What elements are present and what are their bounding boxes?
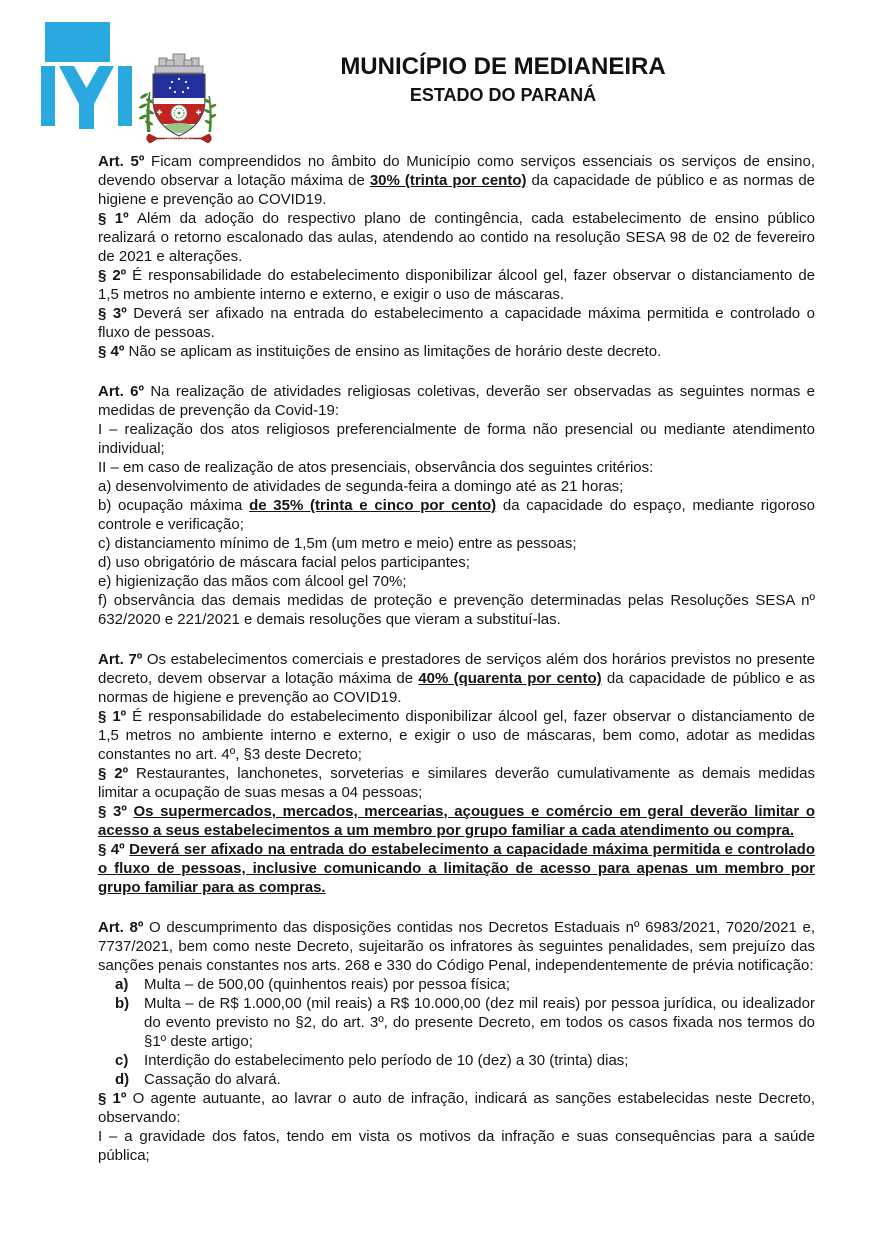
article-block [98, 918, 815, 1165]
paragraph [98, 152, 815, 209]
text-run: Deverá ser afixado na entrada do estabelecimento a capacidade máxima permitida e controlado o fluxo de pessoas. [98, 305, 815, 341]
text-run: e) higienização das mãos com álcool gel 70%; [98, 573, 407, 590]
paragraph [98, 918, 815, 975]
text-run: 30% (trinta por cento) [369, 172, 527, 189]
text-run: c) distanciamento mínimo de 1,5m (um metro e meio) entre as pessoas; [98, 535, 577, 552]
text-run: Não se aplicam as instituições de ensino as limitações de horário deste decreto. [128, 343, 662, 360]
text-run: É responsabilidade do estabelecimento disponibilizar álcool gel, fazer observar o distanciamento de 1,5 metros no ambiente interno e externo, e exigir o uso de máscaras, bem como, adotar as medidas constantes no art. 4º, §3 deste Decreto; [98, 708, 815, 763]
paragraph [98, 477, 815, 496]
text-run: I – realização dos atos religiosos preferencialmente de forma não presencial ou mediante atendimento individual; [98, 421, 815, 457]
text-run: I – a gravidade dos fatos, tendo em vista os motivos da infração e suas consequências para a saúde pública; [98, 1128, 815, 1164]
text-run: II – em caso de realização de atos presenciais, observância dos seguintes critérios: [98, 459, 654, 476]
text-run: d) uso obrigatório de máscara facial pelos participantes; [98, 554, 470, 571]
text-run: de 35% (trinta e cinco por cento) [249, 497, 497, 514]
text-run: § 3º [98, 803, 134, 820]
paragraph [98, 707, 815, 764]
article-block [98, 152, 815, 361]
article-block [98, 650, 815, 897]
municipality-name: MUNICÍPIO DE MEDIANEIRA [340, 53, 666, 80]
list-item [98, 1051, 815, 1070]
list-item [98, 1070, 815, 1089]
text-run: Interdição do estabelecimento pelo período de 10 (dez) a 30 (trinta) dias; [144, 1052, 629, 1069]
paragraph [98, 382, 815, 420]
text-run: 40% (quarenta por cento) [418, 670, 602, 687]
text-run: O agente autuante, ao lavrar o auto de infração, indicará as sanções estabelecidas neste Decreto, observando: [98, 1090, 815, 1126]
paragraph [98, 304, 815, 342]
text-run: da capacidade de público e as normas de higiene e prevenção ao COVID19. [98, 670, 816, 706]
text-run: Deverá ser afixado na entrada do estabelecimento a capacidade máxima permitida e controlado o fluxo de pessoas, inclusive comunicando a limitação de acesso para apenas um membro por grupo familiar para as compras. [98, 841, 816, 896]
text-run: b) ocupação máxima [98, 497, 250, 514]
text-run: Art. 5º [98, 153, 152, 170]
text-run: da capacidade do espaço, mediante rigoroso controle e verificação; [98, 497, 815, 533]
text-run: § 1º [98, 210, 137, 227]
text-run: O descumprimento das disposições contidas nos Decretos Estaduais nº 6983/2021, 7020/2021 e, 7737/2021, bem como neste Decreto, sujeitarão os infratores às seguintes penalidades, sem prejuízo das sanções penais constantes nos arts. 268 e 330 do Código Penal, independentemente de prévia notificação: [98, 919, 815, 974]
state-name: ESTADO DO PARANÁ [409, 85, 597, 105]
text-run: Além da adoção do respectivo plano de contingência, cada estabelecimento de ensino público realizará o retorno escalonado das aulas, atendendo ao contido na resolução SESA 98 de 02 de fevereiro de 2021 e alterações. [98, 210, 816, 265]
paragraph [98, 840, 815, 897]
text-run: § 2º [98, 267, 133, 284]
paragraph [98, 572, 815, 591]
text-run: f) observância das demais medidas de proteção e prevenção determinadas pelas Resoluções SESA nº 632/2020 e 221/2021 e demais resoluções que vieram a substituí-las. [98, 592, 815, 628]
text-run: Os supermercados, mercados, mercearias, açougues e comércio em geral deverão limitar o acesso a seus estabelecimentos a um membro por grupo familiar a cada atendimento ou compra. [98, 803, 815, 839]
crest-banner-text: MEDIANEIRA [164, 137, 194, 143]
paragraph [98, 650, 815, 707]
text-run: § 2º [98, 765, 136, 782]
text-run: Cassação do alvará. [144, 1071, 281, 1088]
text-run: Ficam compreendidos no âmbito do Município como serviços essenciais os serviços de ensino, devendo observar a lotação máxima de [98, 153, 815, 189]
text-run: Art. 6º [98, 383, 151, 400]
text-run: Art. 8º [98, 919, 150, 936]
paragraph [98, 342, 815, 361]
paragraph [98, 496, 815, 534]
text-run: § 4º [98, 841, 130, 858]
text-run: Multa – de R$ 1.000,00 (mil reais) a R$ 10.000,00 (dez mil reais) por pessoa jurídica, ou idealizador do evento previsto no §2, do art. 3º, do presente Decreto, em todos os casos fixada nos termos do §1º deste artigo; [144, 995, 815, 1050]
text-run: a) desenvolvimento de atividades de segunda-feira a domingo até as 21 horas; [98, 478, 624, 495]
paragraph [98, 802, 815, 840]
text-run: § 3º [98, 305, 134, 322]
paragraph [98, 209, 815, 266]
text-run: Multa – de 500,00 (quinhentos reais) por pessoa física; [144, 976, 511, 993]
text-run: Restaurantes, lanchonetes, sorveterias e similares deverão cumulativamente as demais medidas limitar a ocupação de suas mesas a 04 pessoas; [98, 765, 815, 801]
text-run: b) [115, 995, 130, 1012]
text-run: Na realização de atividades religiosas coletivas, deverão ser observadas as seguintes normas e medidas de prevenção da Covid-19: [98, 383, 815, 419]
paragraph [98, 553, 815, 572]
text-run: § 1º [98, 1090, 133, 1107]
text-run: c) [115, 1052, 129, 1069]
page-header [0, 0, 891, 150]
paragraph [98, 420, 815, 458]
paragraph [98, 1127, 815, 1165]
text-run: da capacidade de público e as normas de higiene e prevenção ao COVID19. [98, 172, 816, 208]
paragraph [98, 534, 815, 553]
paragraph [98, 1089, 815, 1127]
document-body [98, 152, 815, 1165]
paragraph [98, 591, 815, 629]
article-block [98, 382, 815, 629]
text-run: a) [115, 976, 129, 993]
text-run: É responsabilidade do estabelecimento disponibilizar álcool gel, fazer observar o distanciamento de 1,5 metros no ambiente interno e externo, e exigir o uso de máscaras. [98, 267, 815, 303]
list-item [98, 994, 815, 1051]
paragraph [98, 266, 815, 304]
text-run: § 4º [98, 343, 129, 360]
text-run: § 1º [98, 708, 133, 725]
text-run: d) [115, 1071, 130, 1088]
list-item [98, 975, 815, 994]
text-run: Os estabelecimentos comerciais e prestadores de serviços além dos horários previstos no presente decreto, devem observar a lotação máxima de [98, 651, 815, 687]
paragraph [98, 764, 815, 802]
text-run: Art. 7º [98, 651, 147, 668]
header-title-block [115, 53, 891, 106]
paragraph [98, 458, 815, 477]
